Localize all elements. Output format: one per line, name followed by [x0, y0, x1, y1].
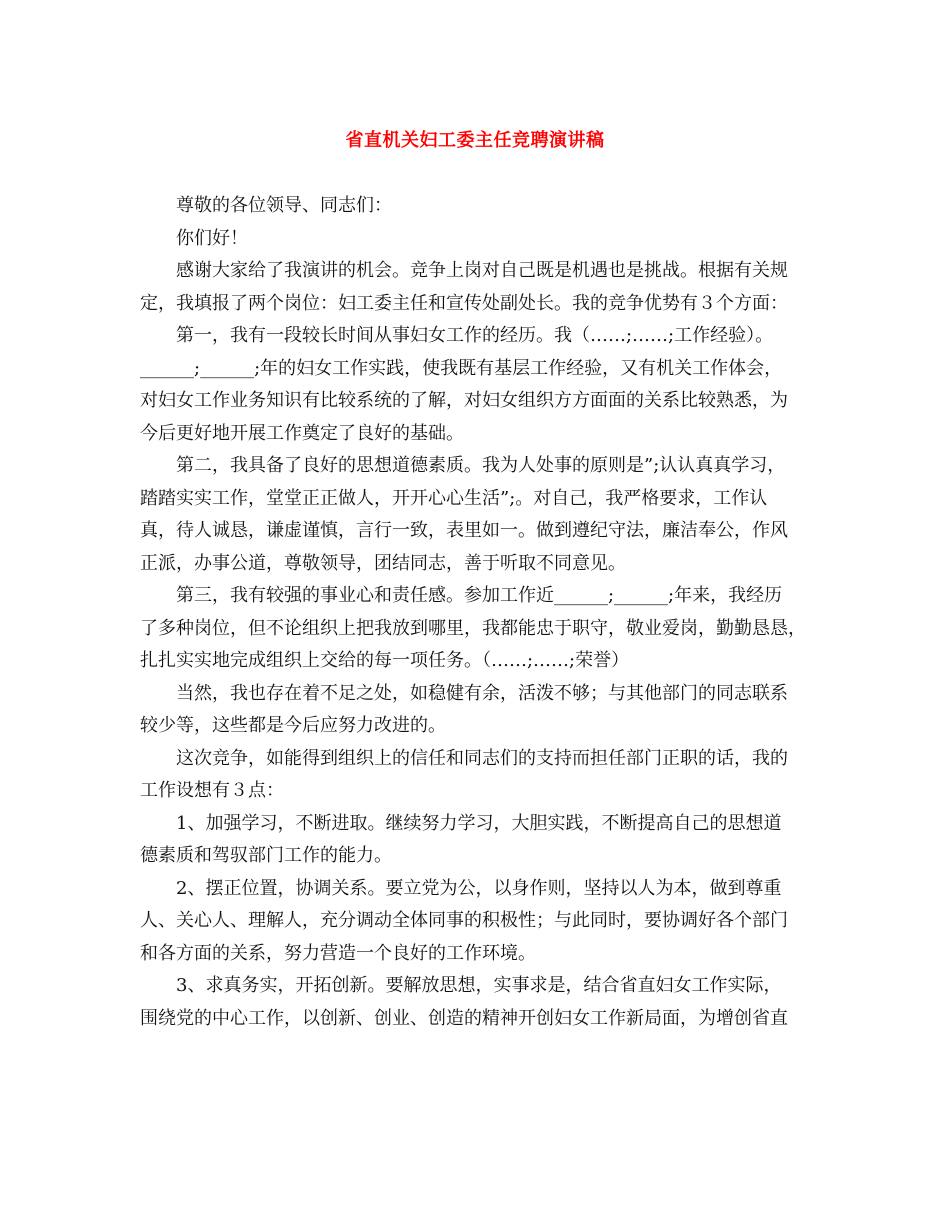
paragraph — [140, 223, 820, 256]
text-line: 2、摆正位置，协调关系。要立党为公，以身作则，坚持以人为本，做到尊重 — [176, 877, 782, 899]
text-line: 较少等，这些都是今后应努力改进的。 — [140, 715, 446, 736]
text-line: 真，待人诚恳，谦虚谨慎，言行一致，表里如一。做到遵纪守法，廉洁奉公，作风 — [140, 520, 788, 541]
paragraph — [140, 255, 820, 320]
paragraph — [140, 678, 820, 743]
paragraph — [140, 743, 820, 808]
document-title: 省直机关妇工委主任竞聘演讲稿 — [345, 130, 605, 151]
text-line: 扎扎实实地完成组织上交给的每一项任务。（……;……;荣誉） — [140, 650, 630, 671]
text-line: 德素质和驾驭部门工作的能力。 — [140, 845, 392, 866]
text-line: 正派，办事公道，尊敬领导，团结同志，善于听取不同意见。 — [140, 552, 626, 574]
text-line: 今后更好地开展工作奠定了良好的基础。 — [140, 422, 464, 444]
text-line: 第二，我具备了良好的思想道德素质。我为人处事的原则是”;认认真真学习， — [176, 455, 786, 476]
paragraph — [140, 808, 820, 873]
text-line: 第三，我有较强的事业心和责任感。参加工作近______;______;年来，我经历 — [176, 585, 783, 606]
text-line: 踏踏实实工作，堂堂正正做人，开开心心生活”;。对自己，我严格要求，工作认 — [140, 487, 768, 509]
text-line: 定，我填报了两个岗位：妇工委主任和宣传处副处长。我的竞争优势有３个方面： — [140, 292, 788, 314]
text-line: 对妇女工作业务知识有比较系统的了解，对妇女组织方方面面的关系比较熟悉，为 — [140, 390, 788, 411]
text-line: 这次竞争，如能得到组织上的信任和同志们的支持而担任部门正职的话，我的 — [176, 747, 788, 769]
text-line: 和各方面的关系，努力营造一个良好的工作环境。 — [140, 942, 536, 964]
paragraph — [140, 450, 820, 580]
text-line: 1、加强学习，不断进取。继续努力学习，大胆实践，不断提高自己的思想道 — [176, 812, 782, 834]
text-line: 3、求真务实，开拓创新。要解放思想，实事求是，结合省直妇女工作实际， — [176, 975, 782, 996]
text-line: 感谢大家给了我演讲的机会。竞争上岗对自己既是机遇也是挑战。根据有关规 — [176, 260, 788, 281]
text-line: 第一，我有一段较长时间从事妇女工作的经历。我（……;……;工作经验）。 — [176, 325, 774, 346]
paragraph — [140, 970, 820, 1035]
text-line: 当然，我也存在着不足之处，如稳健有余，活泼不够；与其他部门的同志联系 — [176, 682, 788, 704]
paragraph — [140, 320, 820, 450]
document-body — [140, 190, 820, 1035]
paragraph — [140, 873, 820, 971]
text-line: ______;______;年的妇女工作实践，使我既有基层工作经验，又有机关工作体会， — [140, 357, 783, 379]
text-line: 了多种岗位，但不论组织上把我放到哪里，我都能忠于职守，敬业爱岗，勤勤恳恳， — [140, 617, 806, 639]
text-line: 围绕党的中心工作，以创新、创业、创造的精神开创妇女工作新局面，为增创省直 — [140, 1007, 788, 1029]
paragraph — [140, 190, 820, 223]
text-line: 人、关心人、理解人，充分调动全体同事的积极性；与此同时，要协调好各个部门 — [140, 910, 788, 931]
text-line: 工作设想有３点： — [140, 780, 284, 801]
paragraph — [140, 580, 820, 678]
text-line: 尊敬的各位领导、同志们： — [176, 195, 392, 216]
text-line: 你们好！ — [176, 227, 248, 249]
